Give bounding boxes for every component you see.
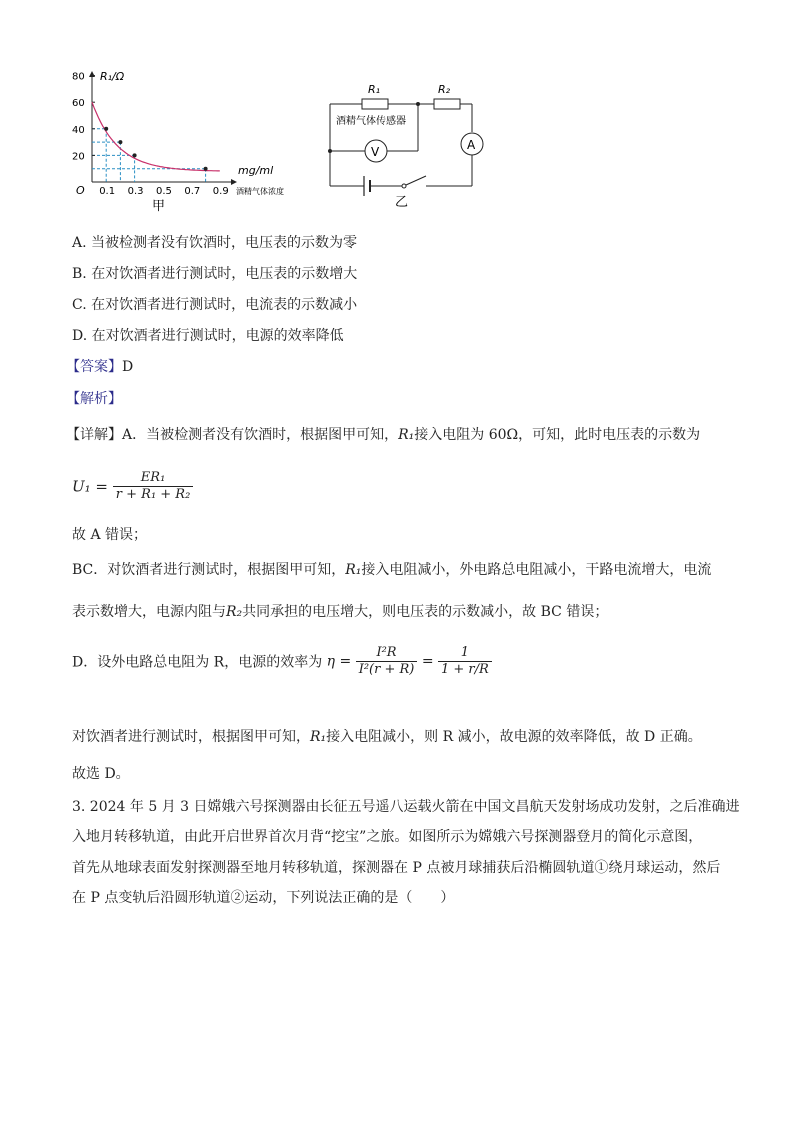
graph-origin: O bbox=[76, 184, 85, 197]
graph-x-unit: mg/ml bbox=[238, 164, 274, 177]
detail-a-line: 【详解】A．当被检测者没有饮酒时，根据图甲可知，R₁接入电阻为 60Ω，可知，此时电压表的示数为 bbox=[66, 427, 701, 443]
data-point bbox=[204, 167, 208, 171]
detail-bc-line1: BC．对饮酒者进行测试时，根据图甲可知，R₁接入电阻减小，外电路总电阻减小，干路电流增大，电流 bbox=[72, 562, 712, 578]
svg-text:A: A bbox=[467, 138, 476, 152]
x-tick-label: 0.3 bbox=[127, 186, 144, 197]
sensor-label: 酒精气体传感器 bbox=[336, 116, 406, 127]
resistance-curve bbox=[92, 102, 220, 171]
x-tick-label: 0.9 bbox=[212, 186, 229, 197]
detail-d-line2: 对饮酒者进行测试时，根据图甲可知，R₁接入电阻减小，则 R 减小，故电源的效率降低，故 D 正确。 bbox=[72, 729, 702, 745]
option-c: C. 在对饮酒者进行测试时，电流表的示数减小 bbox=[72, 297, 358, 313]
circuit-caption: 乙 bbox=[395, 195, 409, 210]
detail-a-conclusion: 故 A 错误； bbox=[72, 527, 148, 543]
option-d: D. 在对饮酒者进行测试时，电源的效率降低 bbox=[72, 328, 344, 344]
x-tick-label: 0.7 bbox=[184, 186, 201, 197]
graph-y-label: R₁/Ω bbox=[100, 70, 125, 83]
x-tick-label: 0.5 bbox=[156, 186, 172, 197]
q3-line4: 在 P 点变轨后沿圆形轨道②运动，下列说法正确的是（ ） bbox=[72, 890, 455, 906]
label-r2: R₂ bbox=[438, 83, 451, 96]
detail-bc-line2: 表示数增大，电源内阻与R₂共同承担的电压增大，则电压表的示数减小，故 BC 错误； bbox=[72, 604, 609, 620]
option-b: B. 在对饮酒者进行测试时，电压表的示数增大 bbox=[72, 266, 358, 282]
formula-u1: U₁ = $\frac{\text{ER₁}}{\text{r + R₁ + R₂}}$ bbox=[72, 470, 193, 503]
q3-line3: 首先从地球表面发射探测器至地月转移轨道，探测器在 P 点被月球捕获后沿椭圆轨道①绕月球运动，然后 bbox=[72, 860, 721, 876]
graph-jia bbox=[70, 66, 300, 216]
detail-d-line: D．设外电路总电阻为 R，电源的效率为 η = $\frac{\text{I²R}}{\text{I²(r + R)}}$ = $\frac{1}{1 + r/R}$ bbox=[72, 645, 492, 678]
resistor-r2 bbox=[434, 99, 460, 109]
answer-line: 【答案】D bbox=[66, 359, 134, 375]
data-point bbox=[118, 140, 122, 144]
data-point bbox=[104, 127, 108, 131]
final-answer: 故选 D。 bbox=[72, 766, 130, 782]
y-tick-label: 80 bbox=[72, 71, 85, 83]
svg-text:V: V bbox=[371, 145, 380, 159]
circuit-yi bbox=[322, 80, 492, 210]
switch bbox=[406, 176, 426, 185]
graph-x-caption: 酒精气体浓度 bbox=[236, 187, 284, 196]
graph-caption: 甲 bbox=[152, 199, 166, 214]
x-tick-label: 0.1 bbox=[99, 186, 116, 197]
label-r1: R₁ bbox=[368, 83, 381, 96]
resistor-r1 bbox=[362, 99, 388, 109]
data-point bbox=[133, 153, 137, 157]
option-a: A. 当被检测者没有饮酒时，电压表的示数为零 bbox=[72, 235, 358, 251]
y-tick-label: 40 bbox=[72, 124, 85, 136]
q3-line1: 3. 2024 年 5 月 3 日嫦娥六号探测器由长征五号遥八运载火箭在中国文昌航天发射场成功发射，之后准确进 bbox=[72, 799, 740, 815]
q3-line2: 入地月转移轨道，由此开启世界首次月背“挖宝”之旅。如图所示为嫦娥六号探测器登月的简化示意图， bbox=[72, 829, 703, 845]
analysis-label: 【解析】 bbox=[66, 391, 122, 407]
y-tick-label: 20 bbox=[72, 151, 85, 163]
y-tick-label: 60 bbox=[72, 98, 85, 110]
